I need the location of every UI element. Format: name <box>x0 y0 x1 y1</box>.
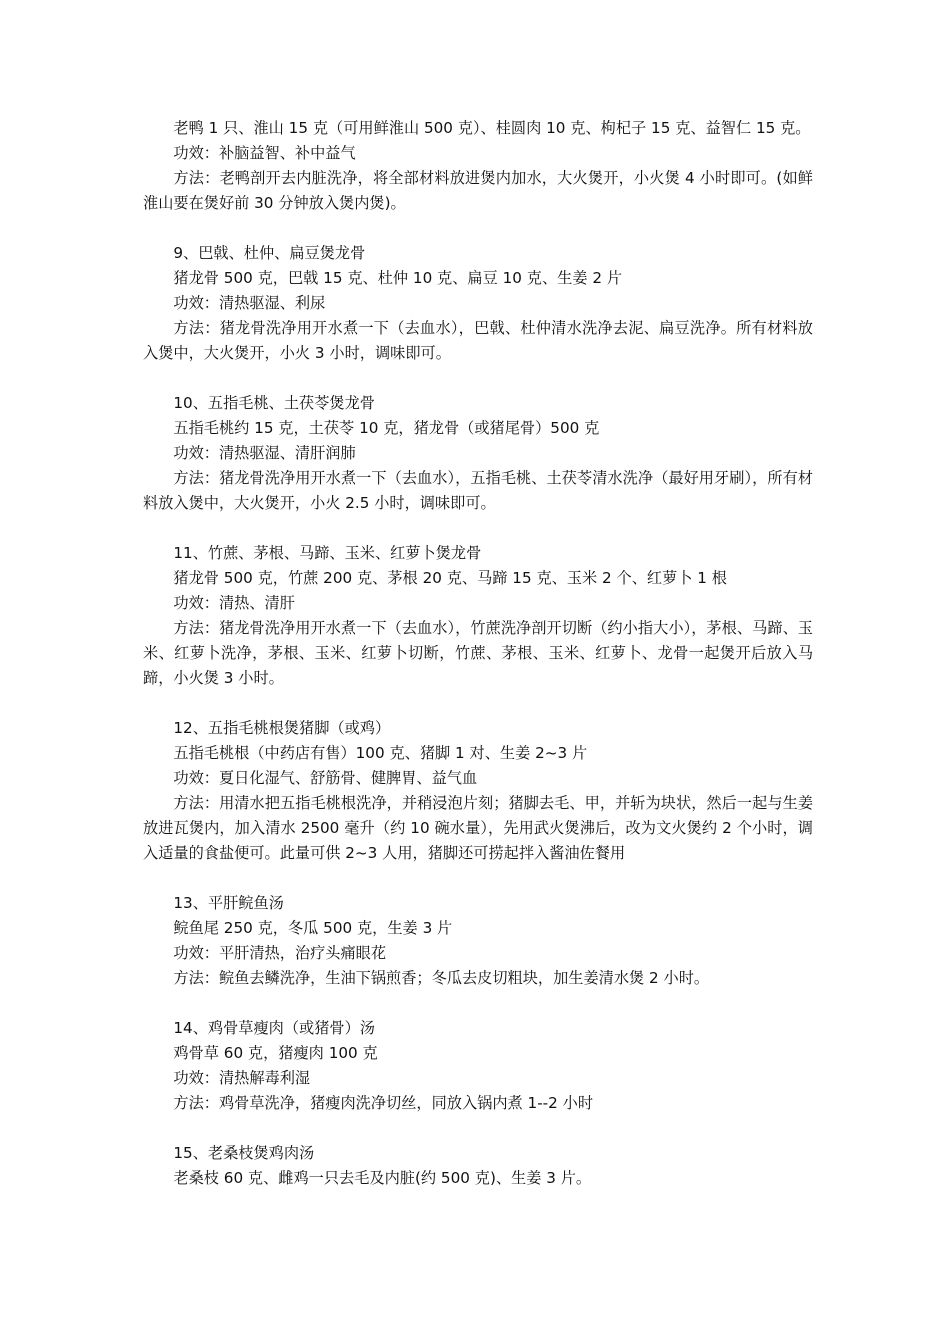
recipe-title: 9、巴戟、杜仲、扁豆煲龙骨 <box>173 244 366 262</box>
recipe-section-9 <box>143 241 813 366</box>
recipe-method: 方法：猪龙骨洗净用开水煮一下（去血水），巴戟、杜仲清水洗净去泥、扁豆洗净。所有材料放入煲中，大火煲开，小火 3 小时，调味即可。 <box>143 319 813 362</box>
recipe-title: 11、竹蔗、茅根、马蹄、玉米、红萝卜煲龙骨 <box>173 544 482 562</box>
recipe-section-14 <box>143 1016 813 1116</box>
recipe-title: 12、五指毛桃根煲猪脚（或鸡） <box>173 719 391 737</box>
recipe-title: 10、五指毛桃、土茯苓煲龙骨 <box>173 394 375 412</box>
recipe-method: 方法：猪龙骨洗净用开水煮一下（去血水），竹蔗洗净剖开切断（约小指大小），茅根、马蹄、玉米、红萝卜洗净，茅根、玉米、红萝卜切断，竹蔗、茅根、玉米、红萝卜、龙骨一起煲开后放入马蹄，小火煲 3 小时。 <box>143 619 813 687</box>
recipe-ingredients: 鲩鱼尾 250 克，冬瓜 500 克，生姜 3 片 <box>173 919 453 937</box>
recipe-efficacy: 功效：清热、清肝 <box>173 594 295 612</box>
recipe-efficacy: 功效：清热解毒利湿 <box>173 1069 311 1087</box>
recipe-ingredients: 老鸭 1 只、淮山 15 克（可用鲜淮山 500 克）、桂圆肉 10 克、枸杞子 15 克、益智仁 15 克。 <box>173 119 811 137</box>
recipe-method: 方法：猪龙骨洗净用开水煮一下（去血水），五指毛桃、土茯苓清水洗净（最好用牙刷），所有材料放入煲中，大火煲开，小火 2.5 小时，调味即可。 <box>143 469 813 512</box>
recipe-ingredients: 五指毛桃约 15 克，土茯苓 10 克，猪龙骨（或猪尾骨）500 克 <box>173 419 600 437</box>
recipe-efficacy: 功效：平肝清热，治疗头痛眼花 <box>173 944 387 962</box>
recipe-method: 方法：鸡骨草洗净，猪瘦肉洗净切丝，同放入锅内煮 1--2 小时 <box>173 1094 594 1112</box>
recipe-ingredients: 老桑枝 60 克、雌鸡一只去毛及内脏(约 500 克)、生姜 3 片。 <box>173 1169 592 1187</box>
document-page <box>143 116 813 1216</box>
recipe-section-11 <box>143 541 813 691</box>
recipe-title: 15、老桑枝煲鸡肉汤 <box>173 1144 315 1162</box>
recipe-efficacy: 功效：夏日化湿气、舒筋骨、健脾胃、益气血 <box>173 769 478 787</box>
recipe-efficacy: 功效：清热驱湿、清肝润肺 <box>173 444 356 462</box>
recipe-title: 13、平肝鲩鱼汤 <box>173 894 284 912</box>
recipe-efficacy: 功效：清热驱湿、利尿 <box>173 294 326 312</box>
recipe-section-12 <box>143 716 813 866</box>
recipe-ingredients: 猪龙骨 500 克，巴戟 15 克、杜仲 10 克、扁豆 10 克、生姜 2 片 <box>173 269 623 287</box>
recipe-ingredients: 五指毛桃根（中药店有售）100 克、猪脚 1 对、生姜 2~3 片 <box>173 744 588 762</box>
recipe-title: 14、鸡骨草瘦肉（或猪骨）汤 <box>173 1019 375 1037</box>
recipe-method: 方法：用清水把五指毛桃根洗净，并稍浸泡片刻；猪脚去毛、甲，并斩为块状，然后一起与生姜放进瓦煲内，加入清水 2500 毫升（约 10 碗水量），先用武火煲沸后，改为文火煲约 2 个小时，调入适量的食盐便可。此量可供 2~3 人用，猪脚还可捞起拌入酱油佐餐用 <box>143 794 813 862</box>
recipe-ingredients: 鸡骨草 60 克，猪瘦肉 100 克 <box>173 1044 378 1062</box>
recipe-ingredients: 猪龙骨 500 克，竹蔗 200 克、茅根 20 克、马蹄 15 克、玉米 2 个、红萝卜 1 根 <box>173 569 727 587</box>
recipe-efficacy: 功效：补脑益智、补中益气 <box>173 144 356 162</box>
recipe-method: 方法：老鸭剖开去内脏洗净，将全部材料放进煲内加水，大火煲开，小火煲 4 小时即可。(如鲜淮山要在煲好前 30 分钟放入煲内煲)。 <box>143 169 813 212</box>
recipe-section-13 <box>143 891 813 991</box>
recipe-section-8 <box>143 116 813 216</box>
recipe-section-10 <box>143 391 813 516</box>
recipe-section-15 <box>143 1141 813 1191</box>
recipe-method: 方法：鲩鱼去鳞洗净，生油下锅煎香；冬瓜去皮切粗块，加生姜清水煲 2 小时。 <box>173 969 710 987</box>
